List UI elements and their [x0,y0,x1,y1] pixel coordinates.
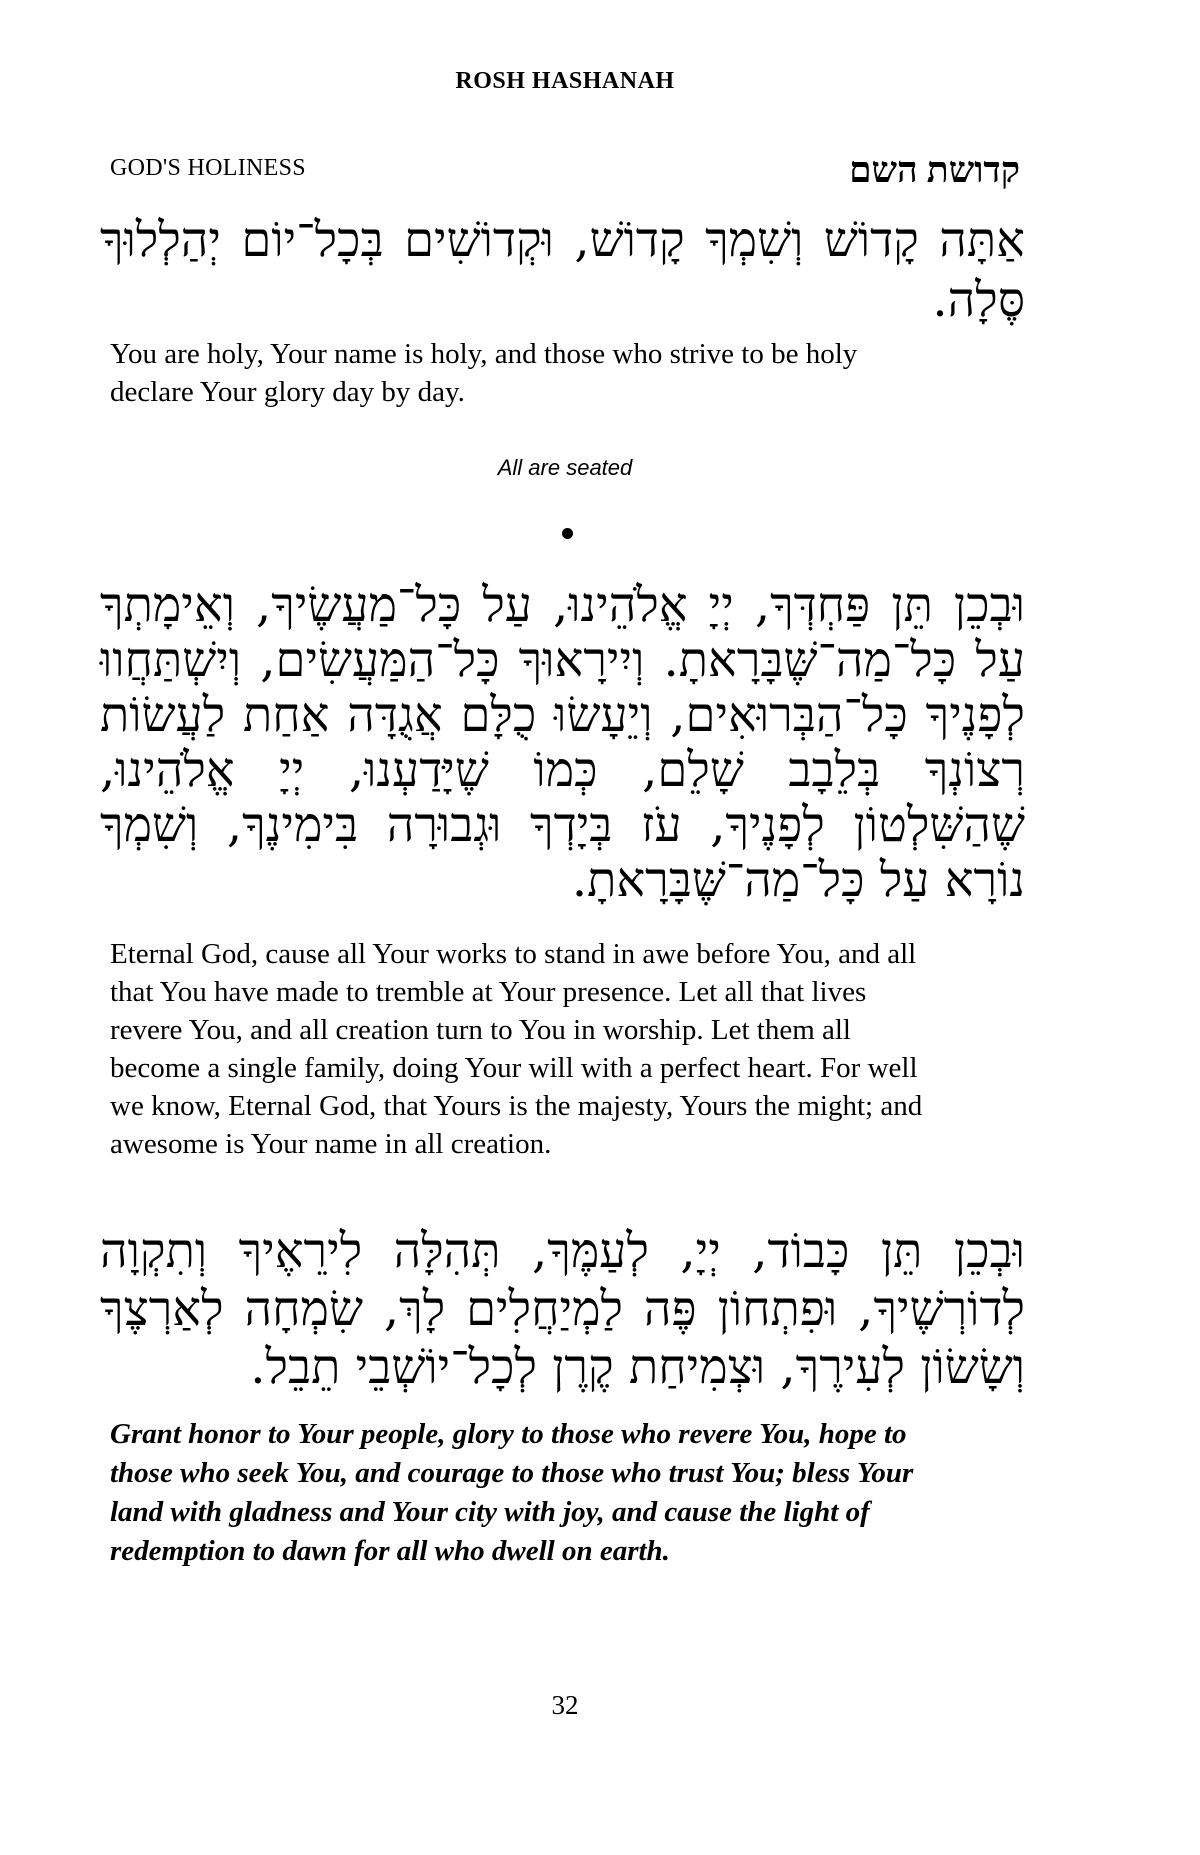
section-title-english: GOD'S HOLINESS [110,155,306,181]
hebrew-passage-2: וּבְכֵן תֵּן פַּחְדְּךָ, יְיָ אֱלֹהֵינוּ, עַל כָּל־מַעֲשֶׂיךָ, וְאֵימָתְךָ עַל כָּל־מַה־שֶּׁבָּרָאתָ. וְיִירָאוּךָ כָּל־הַמַּעֲשִׂים, וְיִשְׁתַּחֲווּ לְפָנֶיךָ כָּל־הַבְּרוּאִים, וְיֵעָשׂוּ כֻלָּם אֲגֻדָּה אַחַת לַעֲשׂוֹת רְצוֹנְךָ בְּלֵבָב שָׁלֵם, כְּמוֹ שֶׁיָּדַעְנוּ, יְיָ אֱלֹהֵינוּ, שֶׁהַשִּׁלְטוֹן לְפָנֶיךָ, עֹז בְּיָדְךָ וּגְבוּרָה בִּימִינֶךָ, וְשִׁמְךָ נוֹרָא עַל כָּל־מַה־שֶּׁבָּרָאתָ. [100,577,1025,908]
english-passage-1: You are holy, Your name is holy, and those who strive to be holy declare Your glory day by day. [110,338,858,408]
english-passage-3: Grant honor to Your people, glory to those who revere You, hope to those who seek You, and courage to those who trust You; bless Your land with gladness and Your city with joy, and cause the light of redemption to dawn for all who dwell on earth. [110,1418,914,1567]
section-title-hebrew: קדושת השם [849,150,1020,190]
rubric-instruction: All are seated [497,455,633,480]
running-header: ROSH HASHANAH [455,68,675,94]
hebrew-passage-3: וּבְכֵן תֵּן כָּבוֹד, יְיָ, לְעַמֶּךָ, תְּהִלָּה לִירֵאֶיךָ וְתִקְוָה לְדוֹרְשֶׁיךָ, וּפִתְחוֹן פֶּה לַמְיַחֲלִים לָךְ, שִׂמְחָה לְאַרְצֶךָ וְשָׂשׂוֹן לְעִירֶךָ, וּצְמִיחַת קֶרֶן לְכָל־יוֹשְׁבֵי תֵבֵל. [100,1223,1026,1395]
hebrew-passage-1: אַתָּה קָדוֹשׁ וְשִׁמְךָ קָדוֹשׁ, וּקְדוֹשִׁים בְּכָל־יוֹם יְהַלְלוּךָ סֶּלָה. [100,212,1025,328]
section-heading [110,150,1020,195]
english-passage-2: Eternal God, cause all Your works to stand in awe before You, and all that You have made to tremble at Your presence. Let all that lives revere You, and all creation turn to You in worship. Let them all become a single family, doing Your will with a perfect heart. For well we know, Eternal God, that Yours is the majesty, Yours the might; and awesome is Your name in all creation. [110,938,923,1160]
page-number: 32 [551,1690,579,1720]
bullet-separator [562,528,573,539]
